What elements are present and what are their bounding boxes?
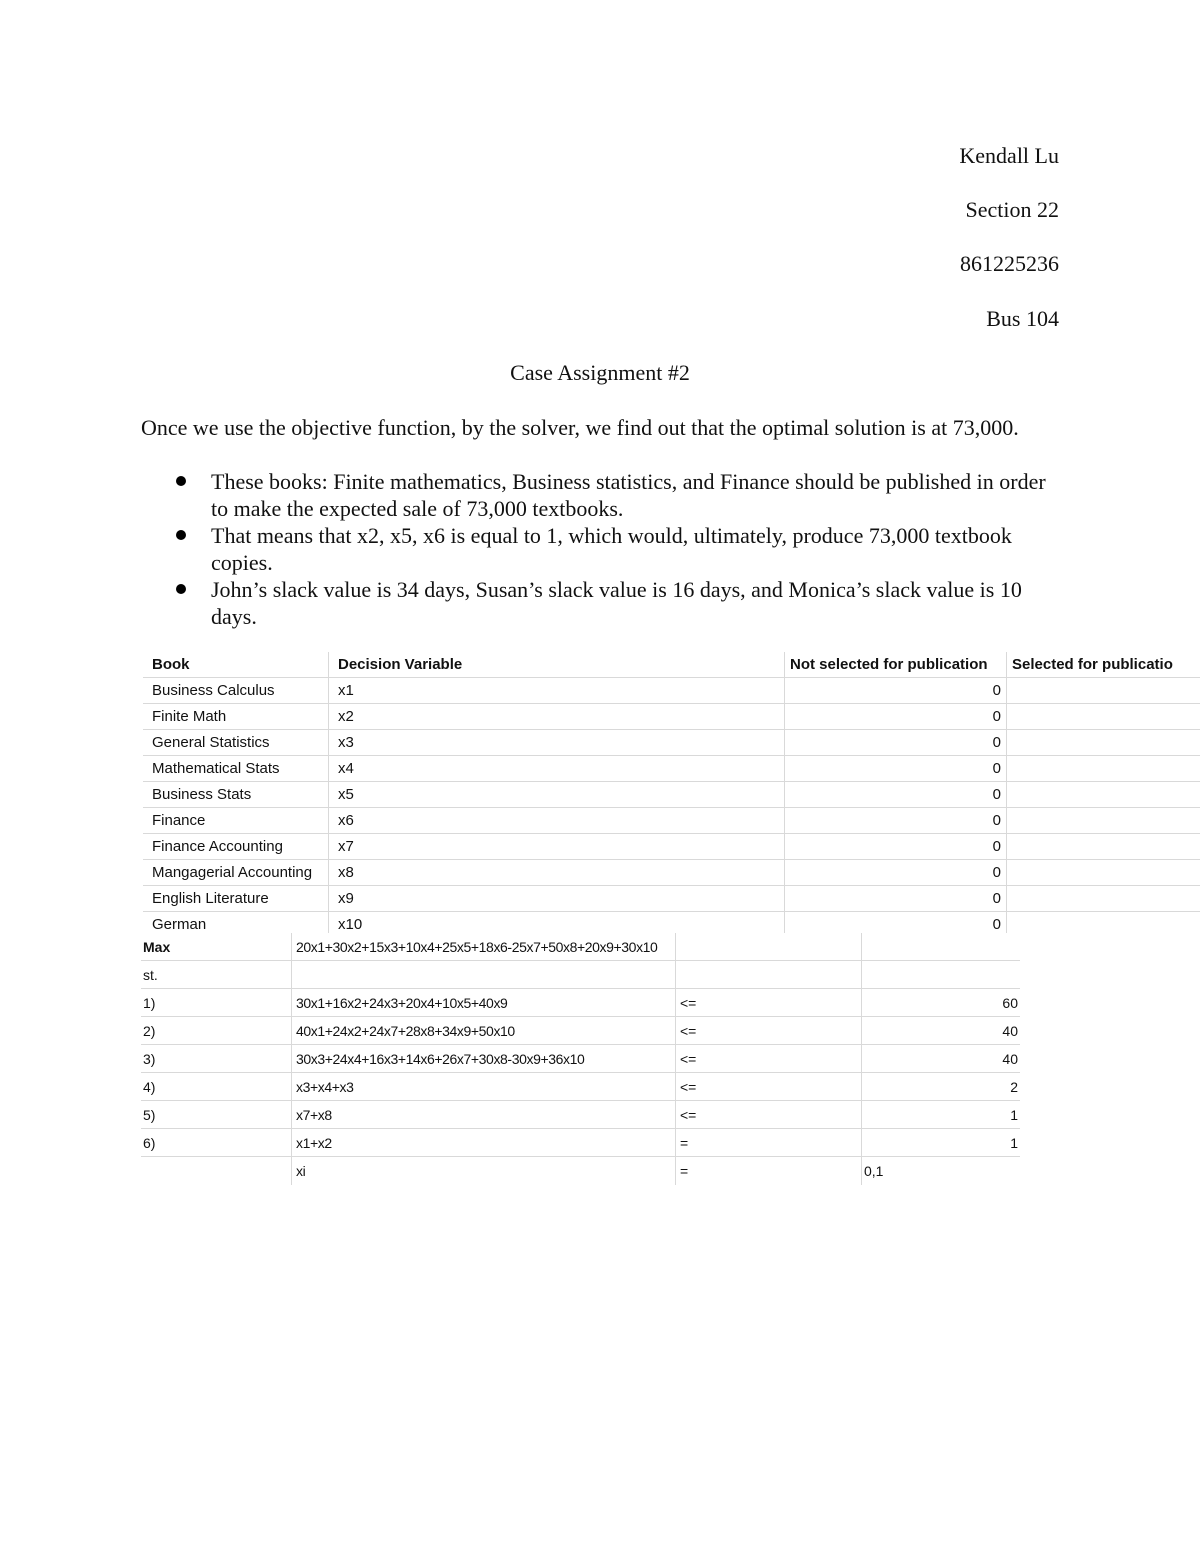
variable-cell: x8 xyxy=(329,860,785,886)
course-label: Bus 104 xyxy=(986,306,1059,331)
rhs-cell: 1 xyxy=(861,1129,1020,1157)
book-name-cell: Finance xyxy=(143,808,329,834)
table-row xyxy=(141,1101,1020,1129)
operator-cell xyxy=(675,961,861,989)
table-row xyxy=(143,886,1200,912)
selected-cell xyxy=(1007,678,1200,704)
variable-cell: x2 xyxy=(329,704,785,730)
list-item-text: These books: Finite mathematics, Business statistics, and Finance should be published in order to make the expected sale of 73,000 textbooks. xyxy=(211,469,1046,521)
table-row xyxy=(143,860,1200,886)
rhs-cell xyxy=(861,933,1020,961)
not-selected-cell: 0 xyxy=(785,730,1007,756)
document-title: Case Assignment #2 xyxy=(510,360,690,385)
selected-cell xyxy=(1007,886,1200,912)
header-cell-book: Book xyxy=(143,652,329,678)
table-row xyxy=(141,933,1020,961)
label-cell xyxy=(141,1157,291,1185)
list-item-text: That means that x2, x5, x6 is equal to 1, which would, ultimately, produce 73,000 textbook copies. xyxy=(211,523,1012,575)
operator-cell: = xyxy=(675,1157,861,1185)
not-selected-cell: 0 xyxy=(785,912,1007,933)
selected-cell xyxy=(1007,782,1200,808)
label-cell: 6) xyxy=(141,1129,291,1157)
header-cell-variable: Decision Variable xyxy=(329,652,785,678)
expression-cell: x3+x4+x3 xyxy=(291,1073,675,1101)
expression-cell: 20x1+30x2+15x3+10x4+25x5+18x6-25x7+50x8+20x9+30x10 xyxy=(291,933,675,961)
book-name-cell: Mangagerial Accounting xyxy=(143,860,329,886)
rhs-cell: 40 xyxy=(861,1045,1020,1073)
rhs-cell: 40 xyxy=(861,1017,1020,1045)
operator-cell: <= xyxy=(675,1045,861,1073)
expression-cell: 30x3+24x4+16x3+14x6+26x7+30x8-30x9+36x10 xyxy=(291,1045,675,1073)
table-row xyxy=(141,1017,1020,1045)
variable-cell: x10 xyxy=(329,912,785,933)
book-name-cell: General Statistics xyxy=(143,730,329,756)
book-name-cell: Mathematical Stats xyxy=(143,756,329,782)
table-row xyxy=(141,1045,1020,1073)
selected-cell xyxy=(1007,834,1200,860)
label-cell: 5) xyxy=(141,1101,291,1129)
selected-cell xyxy=(1007,912,1200,933)
header-cell-selected: Selected for publicatio xyxy=(1007,652,1200,678)
expression-cell: xi xyxy=(291,1157,675,1185)
bullet-icon xyxy=(176,584,186,594)
not-selected-cell: 0 xyxy=(785,782,1007,808)
variable-cell: x4 xyxy=(329,756,785,782)
table-row xyxy=(141,1157,1020,1185)
operator-cell xyxy=(675,933,861,961)
expression-cell: x1+x2 xyxy=(291,1129,675,1157)
section-label: Section 22 xyxy=(965,197,1059,222)
book-name-cell: Finance Accounting xyxy=(143,834,329,860)
variable-cell: x3 xyxy=(329,730,785,756)
books-table xyxy=(143,652,1200,933)
label-cell: 1) xyxy=(141,989,291,1017)
rhs-cell xyxy=(861,961,1020,989)
label-cell: 2) xyxy=(141,1017,291,1045)
table-row xyxy=(141,1073,1020,1101)
list-item xyxy=(170,468,1060,522)
operator-cell: <= xyxy=(675,1073,861,1101)
model-table xyxy=(141,933,1020,1185)
book-name-cell: English Literature xyxy=(143,886,329,912)
variable-cell: x9 xyxy=(329,886,785,912)
findings-list xyxy=(170,468,1060,630)
not-selected-cell: 0 xyxy=(785,860,1007,886)
selected-cell xyxy=(1007,808,1200,834)
selected-cell xyxy=(1007,756,1200,782)
operator-cell: = xyxy=(675,1129,861,1157)
table-row xyxy=(143,912,1200,933)
not-selected-cell: 0 xyxy=(785,808,1007,834)
rhs-cell: 2 xyxy=(861,1073,1020,1101)
expression-cell: 40x1+24x2+24x7+28x8+34x9+50x10 xyxy=(291,1017,675,1045)
rhs-cell: 0,1 xyxy=(861,1157,1020,1185)
not-selected-cell: 0 xyxy=(785,756,1007,782)
student-id: 861225236 xyxy=(960,251,1059,276)
variable-cell: x5 xyxy=(329,782,785,808)
bullet-icon xyxy=(176,476,186,486)
selected-cell xyxy=(1007,704,1200,730)
book-name-cell: Finite Math xyxy=(143,704,329,730)
table-row xyxy=(143,678,1200,704)
table-row xyxy=(143,782,1200,808)
rhs-cell: 1 xyxy=(861,1101,1020,1129)
operator-cell: <= xyxy=(675,1101,861,1129)
header-cell-not-selected: Not selected for publication xyxy=(785,652,1007,678)
label-cell: 3) xyxy=(141,1045,291,1073)
not-selected-cell: 0 xyxy=(785,704,1007,730)
operator-cell: <= xyxy=(675,989,861,1017)
table-row xyxy=(141,1129,1020,1157)
variable-cell: x7 xyxy=(329,834,785,860)
label-cell: Max xyxy=(141,933,291,961)
list-item-text: John’s slack value is 34 days, Susan’s slack value is 16 days, and Monica’s slack value is 10 days. xyxy=(211,577,1022,629)
book-name-cell: German xyxy=(143,912,329,933)
table-row xyxy=(143,704,1200,730)
not-selected-cell: 0 xyxy=(785,678,1007,704)
intro-paragraph: Once we use the objective function, by the solver, we find out that the optimal solution is at 73,000. xyxy=(141,415,1019,440)
book-name-cell: Business Stats xyxy=(143,782,329,808)
author-name: Kendall Lu xyxy=(959,143,1059,168)
operator-cell: <= xyxy=(675,1017,861,1045)
bullet-icon xyxy=(176,530,186,540)
rhs-cell: 60 xyxy=(861,989,1020,1017)
expression-cell xyxy=(291,961,675,989)
table-row xyxy=(143,834,1200,860)
label-cell: st. xyxy=(141,961,291,989)
table-header-row xyxy=(143,652,1200,678)
table-row xyxy=(141,989,1020,1017)
selected-cell xyxy=(1007,730,1200,756)
expression-cell: x7+x8 xyxy=(291,1101,675,1129)
list-item xyxy=(170,576,1060,630)
book-name-cell: Business Calculus xyxy=(143,678,329,704)
table-row xyxy=(143,808,1200,834)
list-item xyxy=(170,522,1060,576)
label-cell: 4) xyxy=(141,1073,291,1101)
variable-cell: x6 xyxy=(329,808,785,834)
table-row xyxy=(143,756,1200,782)
not-selected-cell: 0 xyxy=(785,834,1007,860)
selected-cell xyxy=(1007,860,1200,886)
not-selected-cell: 0 xyxy=(785,886,1007,912)
expression-cell: 30x1+16x2+24x3+20x4+10x5+40x9 xyxy=(291,989,675,1017)
table-row xyxy=(141,961,1020,989)
table-row xyxy=(143,730,1200,756)
variable-cell: x1 xyxy=(329,678,785,704)
